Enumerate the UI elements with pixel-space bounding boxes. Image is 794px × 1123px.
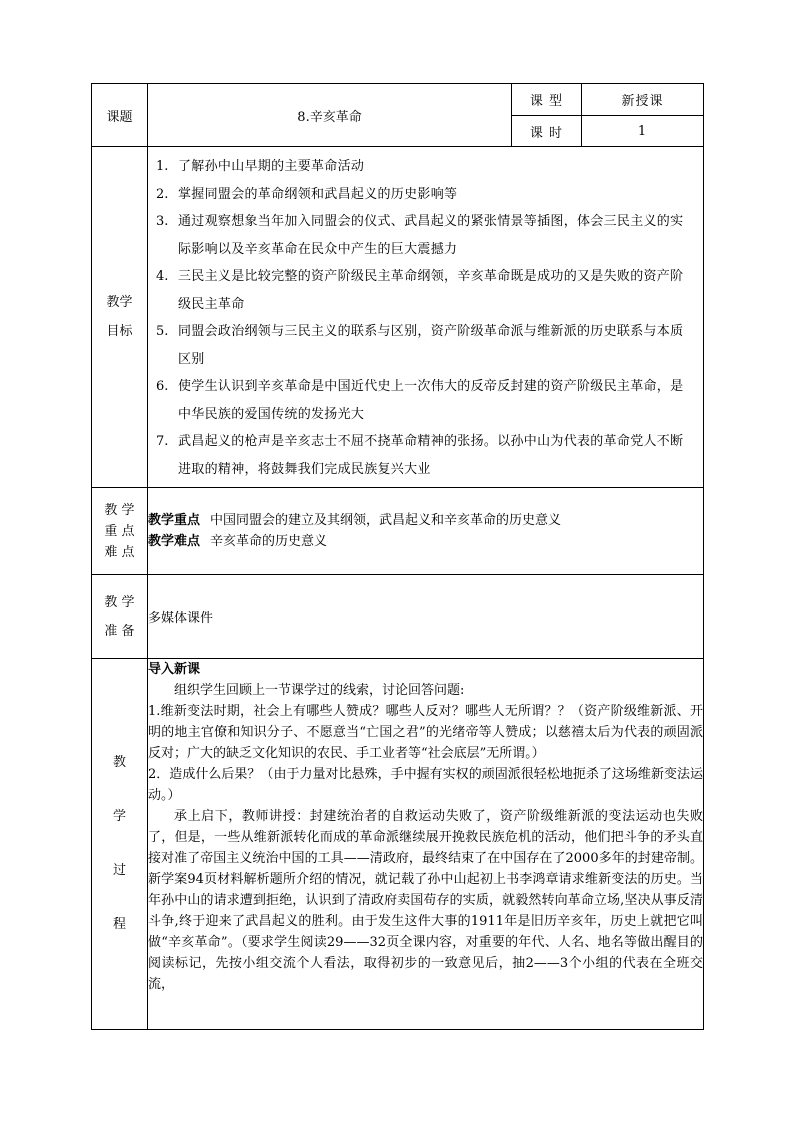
goal-text: 掌握同盟会的革命纲领和武昌起义的历史影响等: [178, 186, 458, 202]
preparation-label-line: 准 备: [104, 623, 135, 639]
process-paragraph: 承上启下，教师讲授：封建统治者的自救运动失败了，资产阶级维新派的变法运动也失败了，但是，一些从维新派转化而成的革命派继续展开挽救民族危机的活动，他们把斗争的矛头直接对准了帝国主义统治中国的工具——清政府，最终结束了在中国存在了2000多年的封建帝制。新学案94页材料解析题所介绍的情况，就记载了孙中山起初上书李鸿章请求维新变法的历史。当年孙中山的请求遭到拒绝，认识到了清政府卖国苟存的实质，就毅然转向革命立场,坚决从事反清斗争,终于迎来了武昌起义的胜利。由于发生这件大事的1911年是旧历辛亥年，历史上就把它叫做“辛亥革命”。（要求学生阅读29——32页全课内容，对重要的年代、人名、地名等做出醒目的阅读标记，先按小组交流个人看法，取得初步的一致意见后，抽2——3个小组的代表在全班交流，: [148, 809, 703, 992]
process-cell: [148, 659, 704, 1030]
goal-number: 4.: [156, 269, 169, 284]
goal-number: 1.: [156, 159, 169, 174]
hours-value: 1: [582, 116, 704, 147]
process-label: [92, 659, 148, 1030]
key-points-label-line: 难 点: [104, 544, 135, 560]
focus-text: 中国同盟会的建立及其纲领，武昌起义和辛亥革命的历史意义: [210, 513, 562, 528]
lesson-title: 8.辛亥革命: [148, 84, 512, 147]
key-points-label-line: 教 学: [104, 502, 135, 518]
goal-item: [156, 428, 695, 483]
process-paragraph: 1.维新变法时期，社会上有哪些人赞成？哪些人反对？哪些人无所谓？？（资产阶级维新派、开明的地主官僚和知识分子、不愿意当“亡国之君”的光绪帝等人赞成；以慈禧太后为代表的顽固派反对；广大的缺乏文化知识的农民、手工业者等“社会底层”无所谓。）: [148, 704, 703, 761]
goal-text: 使学生认识到辛亥革命是中国近代史上一次伟大的反帝反封建的资产阶级民主革命，是中华民族的爱国传统的发扬光大: [178, 379, 684, 422]
goal-text: 三民主义是比较完整的资产阶级民主革命纲领，辛亥革命既是成功的又是失败的资产阶级民主革命: [178, 269, 684, 312]
difficulty-label: 教学难点: [148, 534, 201, 549]
goal-item: [156, 318, 695, 373]
goal-number: 7.: [156, 434, 169, 449]
goal-item: [156, 263, 695, 318]
goal-item: [156, 208, 695, 263]
process-paragraph: 2．造成什么后果？（由于力量对比悬殊，手中握有实权的顽固派很轻松地扼杀了这场维新变法运动。）: [148, 767, 703, 803]
preparation-label-line: 教 学: [104, 594, 135, 610]
goals-list: [148, 147, 703, 487]
goal-text: 武昌起义的枪声是辛亥志士不屈不挠革命精神的张扬。以孙中山为代表的革命党人不断进取的精神，将鼓舞我们完成民族复兴大业: [178, 434, 684, 477]
focus-label: 教学重点: [148, 513, 201, 528]
goals-label-line2: 目标: [106, 324, 133, 339]
goal-text: 通过观察想象当年加入同盟会的仪式、武昌起义的紧张情景等插图，体会三民主义的实际影响以及辛亥革命在民众中产生的巨大震撼力: [178, 214, 684, 257]
goal-text: 了解孙中山早期的主要革命活动: [178, 159, 365, 174]
process-label-char: 教: [112, 755, 126, 770]
type-value: 新授课: [582, 84, 704, 116]
difficulty-line: [148, 531, 703, 552]
hours-label: 课 时: [512, 116, 582, 147]
goal-number: 2.: [156, 186, 169, 202]
goal-item: [156, 181, 695, 209]
goal-item: [156, 153, 695, 181]
goal-number: 3.: [156, 214, 169, 229]
goal-number: 5.: [156, 324, 169, 339]
goals-label: [92, 147, 148, 488]
preparation-text: 多媒体课件: [148, 575, 704, 659]
goal-number: 6.: [156, 379, 169, 394]
process-paragraph: 组织学生回顾上一节课学过的线索，讨论回答问题:: [174, 683, 465, 698]
key-points-cell: [148, 488, 704, 575]
topic-label: 课题: [92, 84, 148, 147]
process-label-char: 过: [112, 863, 126, 878]
focus-line: [148, 510, 703, 531]
goals-cell: [148, 147, 704, 488]
key-points-label: [92, 488, 148, 575]
goals-label-line1: 教学: [106, 295, 133, 310]
goal-item: [156, 373, 695, 428]
key-points-label-line: 重 点: [104, 523, 135, 539]
process-label-char: 程: [112, 917, 126, 932]
process-label-char: 学: [112, 809, 126, 824]
process-heading: 导入新课: [148, 662, 201, 677]
preparation-label: [92, 575, 148, 659]
difficulty-text: 辛亥革命的历史意义: [210, 534, 328, 549]
goal-text: 同盟会政治纲领与三民主义的联系与区别，资产阶级革命派与维新派的历史联系与本质区别: [178, 324, 684, 367]
type-label: 课 型: [512, 84, 582, 116]
lesson-plan-table: [91, 83, 704, 1030]
